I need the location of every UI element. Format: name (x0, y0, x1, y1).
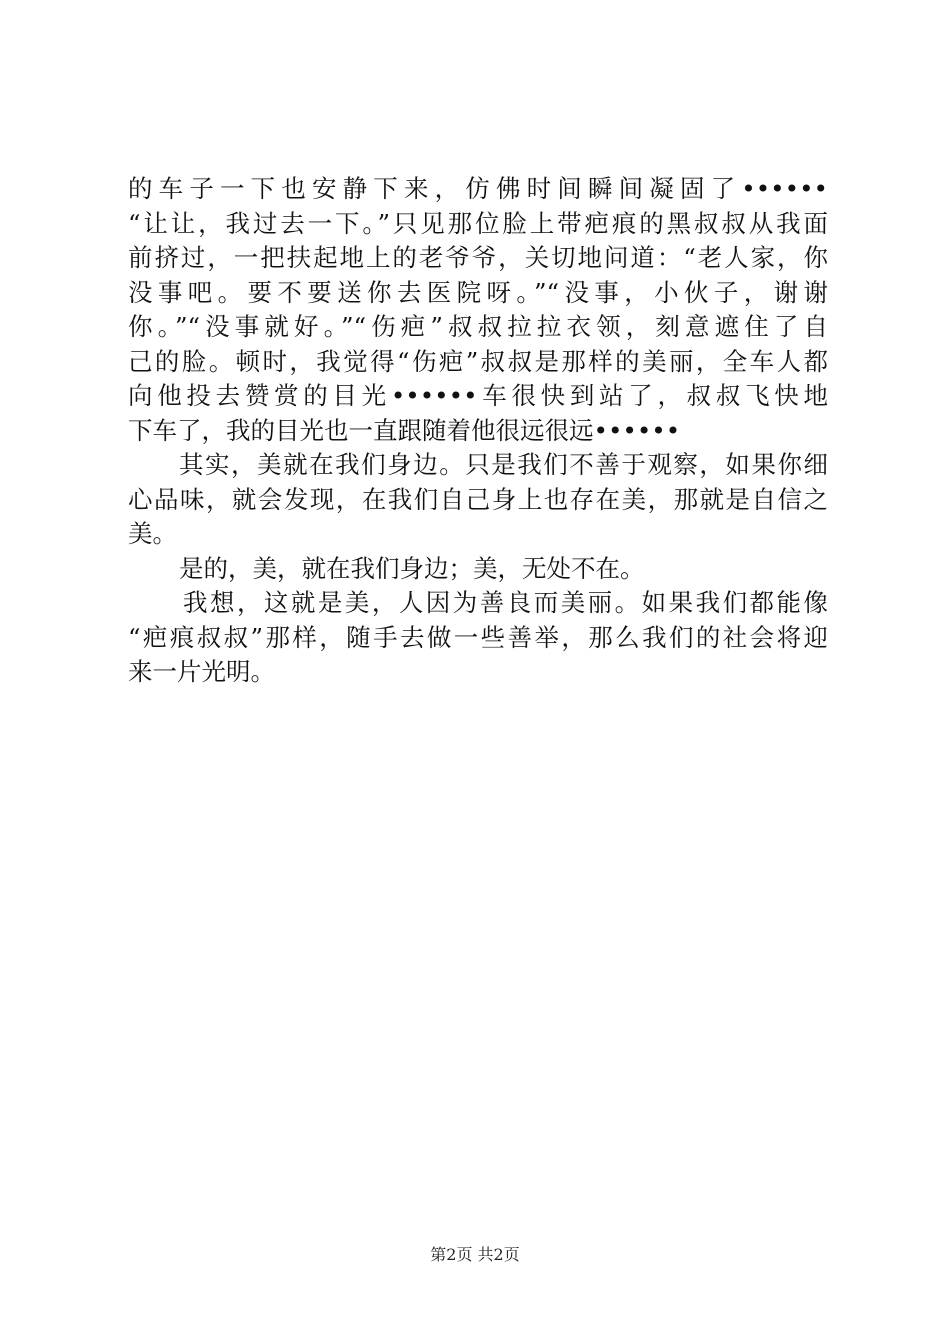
text-line: 下车了，我的目光也一直跟随着他很远很远•••••• (128, 415, 681, 445)
paragraph-first-line: 是的，美，就在我们身边；美，无处不在。 (179, 553, 645, 583)
text-line: 己的脸。顿时，我觉得“伤疤”叔叔是那样的美丽，全车人都 (128, 346, 828, 376)
text-line: 的车子一下也安静下来，仿佛时间瞬间凝固了•••••• (128, 174, 828, 203)
text-line: “让让，我过去一下。”只见那位脸上带疤痕的黑叔叔从我面 (128, 208, 828, 238)
text-line: 你。”“没事就好。”“伤疤”叔叔拉拉衣领，刻意遮住了自 (128, 312, 828, 341)
text-line: 心品味，就会发现，在我们自己身上也存在美，那就是自信之 (128, 484, 828, 514)
text-line: 向他投去赞赏的目光••••••车很快到站了，叔叔飞快地 (128, 381, 828, 410)
text-line: 没事吧。要不要送你去医院呀。”“没事，小伙子，谢谢 (128, 277, 828, 307)
paragraph-first-line: 我想，这就是美，人因为善良而美丽。如果我们都能像 (183, 588, 828, 617)
text-line: 来一片光明。 (128, 657, 275, 686)
text-line: “疤痕叔叔”那样，随手去做一些善举，那么我们的社会将迎 (128, 622, 828, 652)
text-line: 美。 (128, 519, 177, 548)
document-body (128, 172, 828, 690)
page-number-footer: 第2页 共2页 (430, 1245, 520, 1264)
paragraph-first-line: 其实，美就在我们身边。只是我们不善于观察，如果你细 (179, 450, 828, 479)
text-line: 前挤过，一把扶起地上的老爷爷，关切地问道：“老人家，你 (128, 243, 828, 272)
